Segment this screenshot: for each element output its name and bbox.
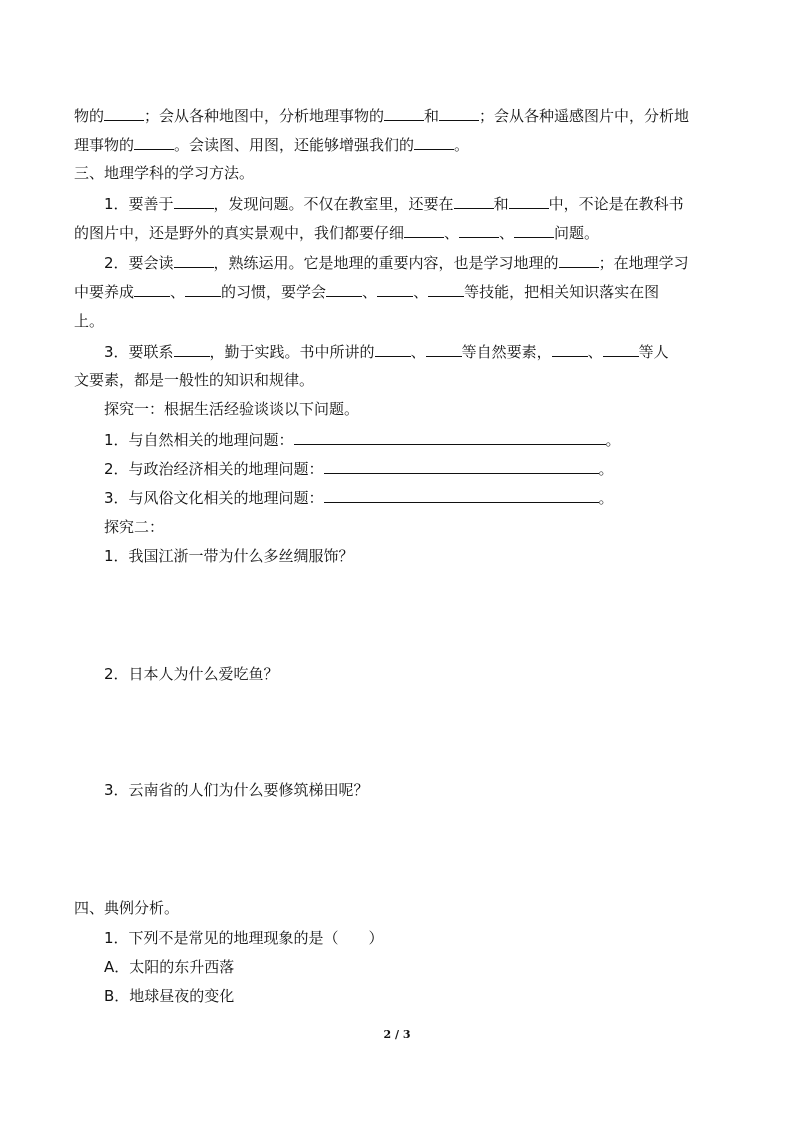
fill-blank [375,341,411,357]
text-fragment: 、 [410,343,426,361]
fill-blank [439,105,479,121]
section-heading: 四、典例分析。 [74,899,180,917]
question-line: 1．下列不是常见的地理现象的是（ ） [104,929,384,947]
text-fragment: 。 [598,460,614,478]
text-fragment: 物的 [74,107,105,125]
question-line: 1．我国江浙一带为什么多丝绸服饰？ [104,547,354,565]
fill-blank [426,341,462,357]
text-fragment: 中要养成 [74,283,135,301]
answer-blank [324,487,599,503]
answer-blank [294,429,606,445]
option-line: B．地球昼夜的变化 [104,987,235,1005]
fill-blank [509,193,549,209]
text-fragment: 等技能，把相关知识落实在图 [464,283,660,301]
text-fragment: 、 [444,224,460,242]
fill-blank [603,341,639,357]
text-fragment: 1．与自然相关的地理问题： [104,431,294,449]
answer-blank [324,458,599,474]
text-fragment: 2．与政治经济相关的地理问题： [104,460,324,478]
text-fragment: 问题。 [554,224,600,242]
text-fragment: 3．与风俗文化相关的地理问题： [104,489,324,507]
text-fragment: 。 [454,136,470,154]
text-fragment: 、 [362,283,378,301]
text-fragment: 中，不论是在教科书 [548,195,684,213]
question-line [104,487,764,508]
option-line: A．太阳的东升西落 [104,958,235,976]
text-fragment: 的习惯，要学会 [221,283,327,301]
fill-blank [134,281,170,297]
text-line [74,281,734,302]
text-fragment: ，发现问题。不仅在教室里，还要在 [213,195,454,213]
text-line [74,222,734,243]
text-fragment: 、 [499,224,515,242]
fill-blank [174,193,214,209]
text-fragment: 等人 [638,343,669,361]
page-number: 2 / 3 [383,1028,411,1041]
text-line [104,341,764,362]
fill-blank [104,105,144,121]
text-fragment: 。 [598,489,614,507]
fill-blank [428,281,464,297]
section-heading: 三、地理学科的学习方法。 [74,164,255,182]
fill-blank [404,222,444,238]
text-line: 上。 [74,312,105,330]
exploration-heading: 探究一：根据生活经验谈谈以下问题。 [104,400,360,418]
text-fragment: 的图片中，还是野外的真实景观中，我们都要仔细 [74,224,405,242]
text-fragment: 、 [170,283,186,301]
fill-blank [514,222,554,238]
fill-blank [459,222,499,238]
text-line: 文要素，都是一般性的知识和规律。 [74,371,315,389]
text-fragment: 2．要会读 [104,254,174,272]
fill-blank [326,281,362,297]
text-fragment: 、 [587,343,603,361]
text-fragment: 。会读图、用图，还能够增强我们的 [174,136,415,154]
fill-blank [377,281,413,297]
text-line [74,134,734,155]
text-line [74,105,734,126]
fill-blank [559,252,599,268]
text-fragment: ；会从各种遥感图片中，分析地 [479,107,690,125]
text-fragment: 。 [605,431,621,449]
text-fragment: 理事物的 [74,136,135,154]
question-line [104,429,764,450]
text-fragment: ，熟练运用。它是地理的重要内容，也是学习地理的 [213,254,559,272]
text-line [104,252,764,273]
text-line [104,193,764,214]
fill-blank [414,134,454,150]
fill-blank [454,193,494,209]
fill-blank [174,341,210,357]
text-fragment: 3．要联系 [104,343,174,361]
exploration-heading: 探究二： [104,518,165,536]
fill-blank [552,341,588,357]
text-fragment: 、 [413,283,429,301]
fill-blank [134,134,174,150]
text-fragment: 和 [424,107,440,125]
question-line: 3．云南省的人们为什么要修筑梯田呢？ [104,781,369,799]
text-fragment: ；会从各种地图中，分析地理事物的 [144,107,385,125]
text-fragment: ；在地理学习 [598,254,689,272]
text-fragment: 和 [493,195,509,213]
text-fragment: 1．要善于 [104,195,174,213]
fill-blank [174,252,214,268]
fill-blank [185,281,221,297]
text-fragment: 等自然要素， [461,343,552,361]
question-line [104,458,764,479]
fill-blank [384,105,424,121]
question-line: 2．日本人为什么爱吃鱼？ [104,665,279,683]
text-fragment: ，勤于实践。书中所讲的 [209,343,375,361]
